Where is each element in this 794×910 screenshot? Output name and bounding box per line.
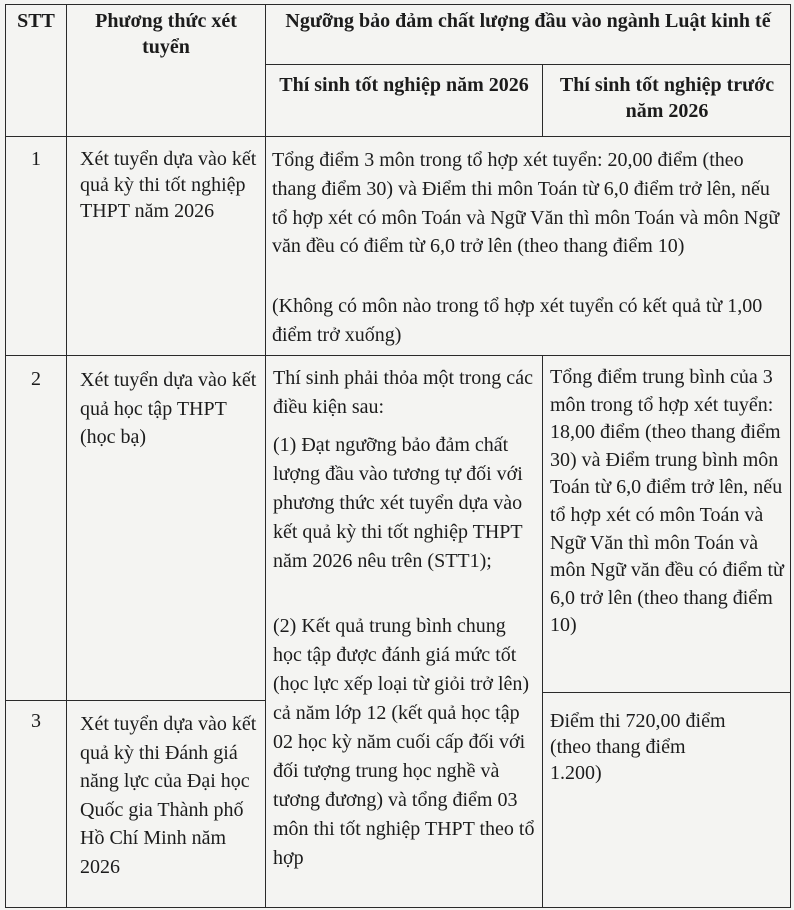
table-border-left [5,4,6,908]
row-1-method: Xét tuyển dựa vào kết quả kỳ thi tốt nghiệp THPT năm 2026 [80,148,257,222]
row-divider-subheader [265,64,791,65]
row-2-threshold-before-2026: Tổng điểm trung bình của 3 môn trong tổ hợp xét tuyển: 18,00 điểm (theo thang điểm 30) và Điểm trung bình môn Toán từ 6,0 điểm trở lên, nếu tổ hợp xét có môn Toán và Ngữ Văn thì môn Toán và môn Ngữ văn đều có điểm từ 6,0 trở lên (theo thang điểm 10) [550,366,784,637]
col-divider-stt [66,4,67,908]
col-divider-threshold-upper [542,64,543,136]
table-border-right [790,4,791,908]
row-divider-1 [5,355,791,356]
col-divider-method [265,4,266,908]
header-threshold-title: Ngưỡng bảo đảm chất lượng đầu vào ngành Luật kinh tế [285,10,771,32]
rows-2-3-intro: Thí sinh phải thỏa một trong các điều kiện sau: [273,367,533,418]
rows-2-3-condition-2: (2) Kết quả trung bình chung học tập được đánh giá mức tốt (học lực xếp loại từ giỏi trở lên) cả năm lớp 12 (kết quả học tập 02 học kỳ năm cuối cấp đối với đối tượng trung học nghề và tương đương) và tổng điểm 03 môn thi tốt nghiệp THPT theo tổ hợp [273,615,535,869]
row-3-stt: 3 [31,710,41,732]
row-1-threshold-note: (Không có môn nào trong tổ hợp xét tuyển có kết quả từ 1,00 điểm trở xuống) [272,295,763,346]
header-stt: STT [17,10,55,32]
header-col-before-2026: Thí sinh tốt nghiệp trước năm 2026 [559,74,775,122]
row-divider-2-right [542,692,791,693]
table-border-top [5,4,791,5]
header-method: Phương thức xét tuyển [95,10,237,58]
row-2-method: Xét tuyển dựa vào kết quả học tập THPT (học bạ) [80,369,257,448]
rows-2-3-condition-1: (1) Đạt ngưỡng bảo đảm chất lượng đầu vào tương tự đối với phương thức xét tuyển dựa vào kết quả kỳ thi tốt nghiệp THPT năm 2026 nêu trên (STT1); [273,434,523,572]
col-divider-threshold-lower [542,355,543,908]
header-col-2026: Thí sinh tốt nghiệp năm 2026 [279,74,529,96]
row-2-stt: 2 [31,368,41,390]
row-3-method: Xét tuyển dựa vào kết quả kỳ thi Đánh giá năng lực của Đại học Quốc gia Thành phố Hồ Chí Minh năm 2026 [80,713,257,878]
row-divider-2-left [5,700,265,701]
row-divider-header [5,136,791,137]
row-1-stt: 1 [31,148,41,170]
row-1-threshold-main: Tổng điểm 3 môn trong tổ hợp xét tuyển: 20,00 điểm (theo thang điểm 30) và Điểm thi môn Toán từ 6,0 điểm trở lên, nếu tổ hợp xét có môn Toán và Ngữ Văn thì môn Toán và môn Ngữ văn đều có điểm từ 6,0 trở lên (theo thang điểm 10) [272,149,780,258]
table-border-bottom [5,907,791,908]
row-3-threshold-before-2026: Điểm thi 720,00 điểm (theo thang điểm 1.200) [550,710,726,784]
